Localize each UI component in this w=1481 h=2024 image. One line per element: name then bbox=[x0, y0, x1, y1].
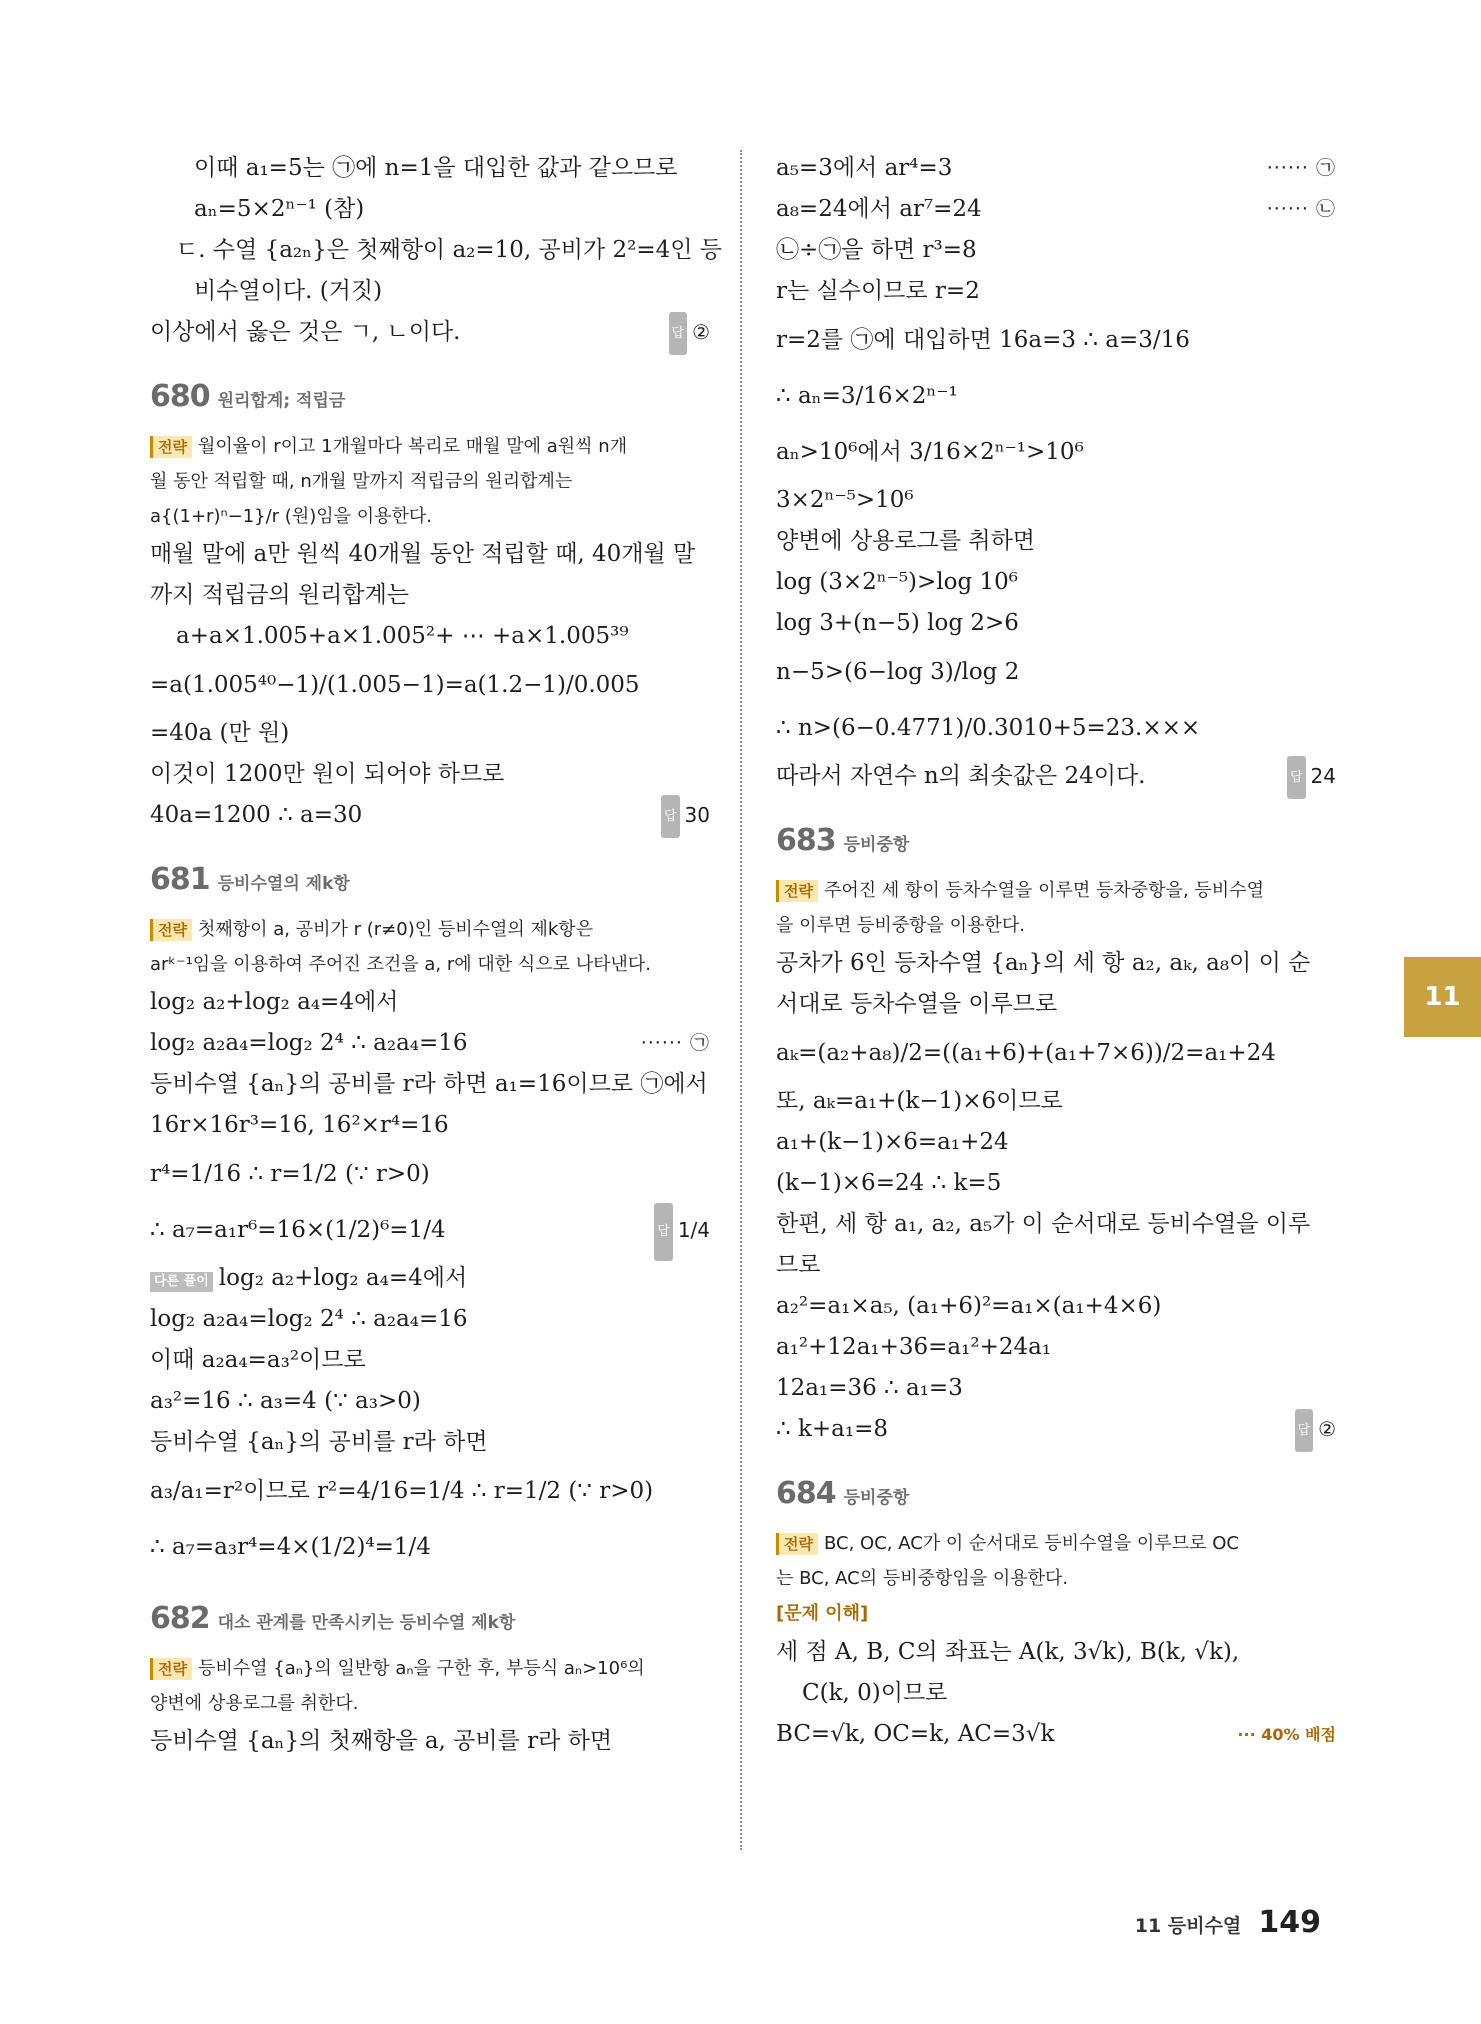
math-text: log₂ a₂a₄=log₂ 2⁴ ∴ a₂a₄=16 bbox=[150, 1306, 468, 1332]
answer-value: 24 bbox=[1310, 764, 1336, 788]
solution-line bbox=[150, 795, 710, 836]
math-text: 공차가 6인 등차수열 {aₙ}의 세 항 a₂, aₖ, a₈이 이 순 bbox=[776, 950, 1311, 976]
solution-line bbox=[150, 1519, 710, 1575]
math-text: =40a (만 원) bbox=[150, 720, 290, 746]
solution-line bbox=[776, 562, 1336, 603]
math-text: 이때 a₁=5는 ㉠에 n=1을 대입한 값과 같으므로 bbox=[194, 155, 678, 181]
math-text: log (3×2ⁿ⁻⁵)>log 10⁶ bbox=[776, 569, 1019, 595]
math-text: a₂²=a₁×a₅, (a₁+6)²=a₁×(a₁+4×6) bbox=[776, 1293, 1162, 1319]
solution-line bbox=[776, 603, 1336, 644]
math-text: r는 실수이므로 r=2 bbox=[776, 278, 980, 304]
strategy-content: 월 동안 적립할 때, n개월 말까지 적립금의 원리합계는 bbox=[150, 471, 573, 492]
problem-number: 682 bbox=[150, 1601, 210, 1636]
answer-value: 30 bbox=[684, 803, 710, 827]
problem-number: 683 bbox=[776, 823, 836, 858]
math-text: 매월 말에 a만 원씩 40개월 동안 적립할 때, 40개월 말 bbox=[150, 541, 696, 567]
strategy-text bbox=[776, 1526, 1336, 1561]
answer-badge bbox=[1295, 1409, 1337, 1452]
math-text: aₖ=(a₂+a₈)/2=((a₁+6)+(a₁+7×6))/2=a₁+24 bbox=[776, 1040, 1276, 1066]
solution-line bbox=[776, 1081, 1336, 1122]
problem-topic: 등비중항 bbox=[843, 835, 910, 855]
solution-line bbox=[776, 644, 1336, 700]
math-text: n−5>(6−log 3)/log 2 bbox=[776, 659, 1020, 685]
math-text: ∴ n>(6−0.4771)/0.3010+5=23.××× bbox=[776, 715, 1201, 741]
solution-line bbox=[776, 1632, 1336, 1673]
solution-line bbox=[776, 230, 1336, 271]
section-tag: [문제 이해] bbox=[776, 1603, 869, 1624]
solution-line bbox=[776, 700, 1336, 756]
solution-line bbox=[150, 1146, 710, 1202]
solution-line bbox=[776, 1163, 1336, 1204]
footer-chapter-title: 11 등비수열 bbox=[1134, 1915, 1242, 1937]
solution-line bbox=[776, 521, 1336, 562]
math-text: ㄷ. 수열 {a₂ₙ}은 첫째항이 a₂=10, 공비가 2²=4인 등 bbox=[176, 237, 723, 263]
alt-solution-tag: 다른 풀이 bbox=[150, 1272, 213, 1292]
solution-line bbox=[150, 1381, 710, 1422]
math-text: ∴ k+a₁=8 bbox=[776, 1416, 888, 1442]
problem-heading bbox=[150, 1601, 710, 1647]
math-text: 등비수열 {aₙ}의 공비를 r라 하면 bbox=[150, 1429, 488, 1455]
strategy-tag: 전략 bbox=[150, 919, 192, 941]
solution-line bbox=[776, 1327, 1336, 1368]
math-text: ∴ aₙ=3/16×2ⁿ⁻¹ bbox=[776, 383, 958, 409]
solution-line bbox=[776, 368, 1336, 424]
strategy-text bbox=[150, 947, 710, 982]
solution-line bbox=[776, 1025, 1336, 1081]
solution-line bbox=[776, 148, 1336, 189]
answer-value: ② bbox=[1318, 1417, 1336, 1441]
math-text: ∴ a₇=a₁r⁶=16×(1/2)⁶=1/4 bbox=[150, 1217, 446, 1243]
strategy-text bbox=[150, 429, 710, 464]
strategy-content: 첫째항이 a, 공비가 r (r≠0)인 등비수열의 제k항은 bbox=[197, 919, 594, 940]
math-text: a₃/a₁=r²이므로 r²=4/16=1/4 ∴ r=1/2 (∵ r>0) bbox=[150, 1478, 654, 1504]
solution-line bbox=[150, 1463, 710, 1519]
strategy-content: 주어진 세 항이 등차수열을 이루면 등차중항을, 등비수열 bbox=[823, 880, 1264, 901]
math-text: aₙ>10⁶에서 3/16×2ⁿ⁻¹>10⁶ bbox=[776, 439, 1084, 465]
page-footer bbox=[1135, 1905, 1321, 1940]
math-text: 까지 적립금의 원리합계는 bbox=[150, 582, 410, 608]
strategy-text bbox=[150, 1686, 710, 1721]
solution-line bbox=[776, 1286, 1336, 1327]
problem-heading bbox=[776, 1476, 1336, 1522]
solution-line bbox=[150, 1064, 710, 1105]
solution-line bbox=[150, 1202, 710, 1258]
page-number: 149 bbox=[1258, 1905, 1321, 1940]
problem-topic: 대소 관계를 만족시키는 등비수열 제k항 bbox=[217, 1613, 516, 1633]
strategy-text bbox=[776, 1561, 1336, 1596]
solution-line bbox=[776, 943, 1336, 984]
answer-tag: 답 bbox=[1295, 1409, 1314, 1452]
math-text: 비수열이다. (거짓) bbox=[194, 278, 383, 304]
solution-line bbox=[776, 189, 1336, 230]
solution-line bbox=[150, 1258, 710, 1299]
strategy-tag: 전략 bbox=[150, 436, 192, 458]
strategy-text bbox=[150, 1651, 710, 1686]
solution-line bbox=[150, 575, 710, 616]
problem-topic: 원리합계; 적립금 bbox=[217, 391, 346, 411]
answer-tag: 답 bbox=[661, 795, 680, 838]
math-text: 양변에 상용로그를 취하면 bbox=[776, 528, 1036, 554]
solution-line bbox=[150, 189, 710, 230]
right-column bbox=[776, 148, 1336, 1755]
math-text: 등비수열 {aₙ}의 첫째항을 a, 공비를 r라 하면 bbox=[150, 1728, 613, 1754]
math-text: BC=√k, OC=k, AC=3√k bbox=[776, 1721, 1055, 1747]
answer-value: ② bbox=[692, 320, 710, 344]
math-text: 또, aₖ=a₁+(k−1)×6이므로 bbox=[776, 1088, 1063, 1114]
math-text: 세 점 A, B, C의 좌표는 A(k, 3√k), B(k, √k), bbox=[776, 1639, 1240, 1665]
solution-line bbox=[150, 1105, 710, 1146]
solution-line bbox=[776, 1409, 1336, 1450]
solution-line bbox=[150, 534, 710, 575]
strategy-tag: 전략 bbox=[776, 1533, 818, 1555]
strategy-text bbox=[776, 908, 1336, 943]
problem-topic: 등비수열의 제k항 bbox=[217, 874, 350, 894]
problem-number: 680 bbox=[150, 379, 210, 414]
math-text: log₂ a₂+log₂ a₄=4에서 bbox=[218, 1265, 468, 1291]
solution-line bbox=[776, 480, 1336, 521]
math-text: 이것이 1200만 원이 되어야 하므로 bbox=[150, 761, 505, 787]
solution-line bbox=[150, 1023, 710, 1064]
solution-line bbox=[150, 982, 710, 1023]
solution-line bbox=[150, 148, 710, 189]
problem-heading bbox=[150, 379, 710, 425]
solution-line bbox=[776, 1122, 1336, 1163]
answer-value: 1/4 bbox=[677, 1218, 710, 1242]
math-text: log₂ a₂+log₂ a₄=4에서 bbox=[150, 989, 399, 1015]
solution-line bbox=[776, 984, 1336, 1025]
math-text: a₃²=16 ∴ a₃=4 (∵ a₃>0) bbox=[150, 1388, 421, 1414]
solution-line bbox=[776, 1673, 1336, 1714]
strategy-content: 는 BC, AC의 등비중항임을 이용한다. bbox=[776, 1568, 1069, 1589]
solution-line bbox=[776, 756, 1336, 797]
solution-line bbox=[776, 424, 1336, 480]
chapter-tab[interactable]: 11 bbox=[1404, 957, 1481, 1037]
math-text: 3×2ⁿ⁻⁵>10⁶ bbox=[776, 487, 914, 513]
answer-tag: 답 bbox=[669, 312, 688, 355]
answer-tag: 답 bbox=[1287, 756, 1306, 799]
math-text: 12a₁=36 ∴ a₁=3 bbox=[776, 1375, 963, 1401]
math-text: r⁴=1/16 ∴ r=1/2 (∵ r>0) bbox=[150, 1161, 430, 1187]
math-text: a₁²+12a₁+36=a₁²+24a₁ bbox=[776, 1334, 1052, 1360]
math-text: 이때 a₂a₄=a₃²이므로 bbox=[150, 1347, 366, 1373]
strategy-content: a{(1+r)ⁿ−1}/r (원)임을 이용한다. bbox=[150, 506, 433, 527]
strategy-content: 등비수열 {aₙ}의 일반항 aₙ을 구한 후, 부등식 aₙ>10⁶의 bbox=[197, 1658, 645, 1679]
solution-line bbox=[150, 1422, 710, 1463]
solution-line bbox=[150, 1721, 710, 1762]
answer-badge bbox=[661, 795, 710, 838]
strategy-content: BC, OC, AC가 이 순서대로 등비수열을 이루므로 OC bbox=[823, 1533, 1239, 1554]
math-text: 등비수열 {aₙ}의 공비를 r라 하면 a₁=16이므로 ㉠에서 bbox=[150, 1071, 708, 1097]
math-text: 므로 bbox=[776, 1252, 821, 1278]
solution-line bbox=[150, 1299, 710, 1340]
equation-marker: ······ ㉡ bbox=[1266, 198, 1336, 220]
solution-line bbox=[776, 1368, 1336, 1409]
solution-line bbox=[150, 1340, 710, 1381]
strategy-content: arᵏ⁻¹임을 이용하여 주어진 조건을 a, r에 대한 식으로 나타낸다. bbox=[150, 954, 651, 975]
score-weight: ··· 40% 배점 bbox=[1237, 1725, 1336, 1744]
answer-badge bbox=[654, 1202, 710, 1261]
problem-number: 684 bbox=[776, 1476, 836, 1511]
math-text: a+a×1.005+a×1.005²+ ⋯ +a×1.005³⁹ bbox=[176, 623, 629, 649]
math-text: 한편, 세 항 a₁, a₂, a₅가 이 순서대로 등비수열을 이루 bbox=[776, 1211, 1311, 1237]
solution-line bbox=[776, 271, 1336, 312]
math-text: log₂ a₂a₄=log₂ 2⁴ ∴ a₂a₄=16 bbox=[150, 1030, 468, 1056]
solution-line bbox=[150, 657, 710, 713]
strategy-text bbox=[776, 873, 1336, 908]
solution-line bbox=[776, 1204, 1336, 1245]
strategy-text bbox=[150, 499, 710, 534]
strategy-content: 을 이루면 등비중항을 이용한다. bbox=[776, 915, 1025, 936]
problem-topic: 등비중항 bbox=[843, 1488, 910, 1508]
solution-line bbox=[150, 312, 710, 353]
equation-marker: ······ ㉠ bbox=[640, 1032, 710, 1054]
math-text: 이상에서 옳은 것은 ㄱ, ㄴ이다. bbox=[150, 319, 461, 345]
problem-number: 681 bbox=[150, 862, 210, 897]
answer-badge bbox=[669, 312, 711, 355]
strategy-content: 양변에 상용로그를 취한다. bbox=[150, 1693, 359, 1714]
column-divider bbox=[740, 150, 742, 1850]
math-text: ㉡÷㉠을 하면 r³=8 bbox=[776, 237, 977, 263]
solution-line bbox=[150, 230, 723, 271]
strategy-text bbox=[150, 464, 710, 499]
math-text: ∴ a₇=a₃r⁴=4×(1/2)⁴=1/4 bbox=[150, 1534, 431, 1560]
strategy-text bbox=[150, 912, 710, 947]
strategy-tag: 전략 bbox=[776, 880, 818, 902]
answer-badge bbox=[1287, 756, 1336, 799]
solution-line bbox=[776, 312, 1336, 368]
left-column bbox=[150, 148, 723, 1762]
solution-line bbox=[776, 1245, 1336, 1286]
math-text: 16r×16r³=16, 16²×r⁴=16 bbox=[150, 1112, 449, 1138]
answer-tag: 답 bbox=[654, 1203, 673, 1261]
problem-heading bbox=[776, 823, 1336, 869]
math-text: 따라서 자연수 n의 최솟값은 24이다. bbox=[776, 763, 1146, 789]
solution-line bbox=[776, 1714, 1336, 1755]
solution-line bbox=[150, 713, 710, 754]
math-text: C(k, 0)이므로 bbox=[802, 1680, 948, 1706]
math-text: a₈=24에서 ar⁷=24 bbox=[776, 196, 982, 222]
math-text: =a(1.005⁴⁰−1)/(1.005−1)=a(1.2−1)/0.005 bbox=[150, 672, 640, 698]
math-text: a₁+(k−1)×6=a₁+24 bbox=[776, 1129, 1009, 1155]
math-text: a₅=3에서 ar⁴=3 bbox=[776, 155, 953, 181]
equation-marker: ······ ㉠ bbox=[1266, 157, 1336, 179]
solution-line bbox=[150, 616, 710, 657]
solution-line bbox=[150, 754, 710, 795]
math-text: aₙ=5×2ⁿ⁻¹ (참) bbox=[194, 196, 365, 222]
strategy-tag: 전략 bbox=[150, 1658, 192, 1680]
solution-line bbox=[150, 271, 710, 312]
math-text: 서대로 등차수열을 이루므로 bbox=[776, 991, 1058, 1017]
math-text: log 3+(n−5) log 2>6 bbox=[776, 610, 1019, 636]
math-text: (k−1)×6=24 ∴ k=5 bbox=[776, 1170, 1002, 1196]
math-text: 40a=1200 ∴ a=30 bbox=[150, 802, 363, 828]
strategy-content: 월이율이 r이고 1개월마다 복리로 매월 말에 a원씩 n개 bbox=[197, 436, 628, 457]
math-text: r=2를 ㉠에 대입하면 16a=3 ∴ a=3/16 bbox=[776, 327, 1190, 353]
problem-heading bbox=[150, 862, 710, 908]
